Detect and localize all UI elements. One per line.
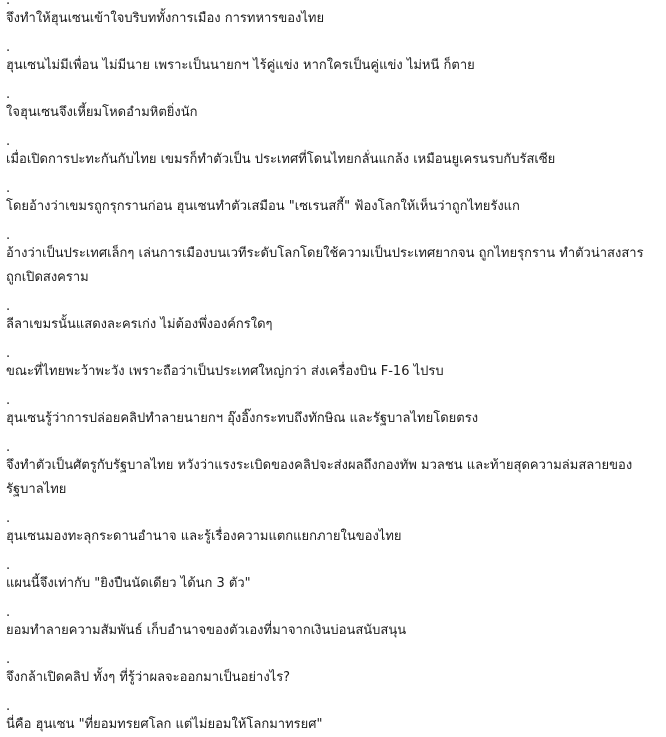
dot-separator: .: [6, 440, 11, 455]
dot-separator: .: [6, 393, 11, 408]
paragraph: [6, 0, 658, 31]
paragraph: [6, 653, 658, 690]
dot-separator: .: [6, 346, 11, 361]
paragraph-text: จึงกล้าเปิดคลิป ทั้งๆ ที่รู้ว่าผลจะออกมาเป็นอย่างไร?: [6, 670, 291, 685]
dot-separator: .: [6, 511, 11, 526]
paragraph-text: ลีลาเขมรนั้นแสดงละครเก่ง ไม่ต้องพึ่งองค์กรใดๆ: [6, 317, 273, 332]
paragraph: [6, 229, 658, 290]
dot-separator: .: [6, 134, 11, 149]
paragraph: [6, 347, 658, 384]
paragraph-text: ขณะที่ไทยพะว้าพะวัง เพราะถือว่าเป็นประเทศใหญ่กว่า ส่งเครื่องบิน F-16 ไปรบ: [6, 364, 444, 379]
paragraph-text: ยอมทำลายความสัมพันธ์ เก็บอำนาจของตัวเองที่มาจากเงินบ่อนสนับสนุน: [6, 623, 407, 638]
paragraph: [6, 88, 658, 125]
paragraph-text: ใจฮุนเซนจึงเหี้ยมโหดอำมหิตยิ่งนัก: [6, 105, 198, 120]
paragraph: [6, 559, 658, 596]
paragraph: [6, 182, 658, 219]
paragraph: [6, 512, 658, 549]
paragraph: [6, 606, 658, 643]
paragraph: [6, 441, 658, 502]
paragraph: [6, 394, 658, 431]
paragraph: [6, 41, 658, 78]
paragraph-text: ฮุนเซนไม่มีเพื่อน ไม่มีนาย เพราะเป็นนายกฯ ไร้คู่แข่ง หากใครเป็นคู่แข่ง ไม่หนี ก็ตาย: [6, 58, 475, 73]
dot-separator: .: [6, 181, 11, 196]
dot-separator: .: [6, 40, 11, 55]
paragraph-text: จึงทำตัวเป็นศัตรูกับรัฐบาลไทย หวังว่าแรงระเบิดของคลิปจะส่งผลถึงกองทัพ มวลชน และท้ายสุดความล่มสลายของรัฐบาลไทย: [6, 458, 633, 497]
dot-separator: .: [6, 87, 11, 102]
dot-separator: .: [6, 299, 11, 314]
paragraph-text: โดยอ้างว่าเขมรถูกรุกรานก่อน ฮุนเซนทำตัวเสมือน "เซเรนสกี้" ฟ้องโลกให้เห็นว่าถูกไทยรังแก: [6, 199, 520, 214]
paragraph: [6, 300, 658, 337]
paragraph: [6, 135, 658, 172]
dot-separator: .: [6, 605, 11, 620]
dot-separator: .: [6, 228, 11, 243]
dot-separator: .: [6, 652, 11, 667]
dot-separator: .: [6, 558, 11, 573]
paragraph-text: ฮุนเซนมองทะลุกระดานอำนาจ และรู้เรื่องความแตกแยกภายในของไทย: [6, 529, 402, 544]
paragraph-text: นี่คือ ฮุนเซน "ที่ยอมทรยศโลก แต่ไม่ยอมให้โลกมาทรยศ": [6, 717, 323, 732]
paragraph-text: จึงทำให้ฮุนเซนเข้าใจบริบททั้งการเมือง การทหารของไทย: [6, 11, 325, 26]
paragraph-text: เมื่อเปิดการปะทะกันกับไทย เขมรก็ทำตัวเป็น ประเทศที่โดนไทยกลั่นแกล้ง เหมือนยูเครนรบกับรัสเซีย: [6, 152, 556, 167]
dot-separator: .: [6, 699, 11, 714]
dot-separator: .: [6, 0, 11, 8]
paragraph: [6, 700, 658, 737]
paragraph-text: แผนนี้จึงเท่ากับ "ยิงปืนนัดเดียว ได้นก 3 ตัว": [6, 576, 251, 591]
paragraph-text: อ้างว่าเป็นประเทศเล็กๆ เล่นการเมืองบนเวทีระดับโลกโดยใช้ความเป็นประเทศยากจน ถูกไทยรุกราน ทำตัวน่าสงสารถูกเปิดสงคราม: [6, 246, 644, 285]
paragraph-text: ฮุนเซนรู้ว่าการปล่อยคลิปทำลายนายกฯ อุ๊งอิ๊งกระทบถึงทักษิณ และรัฐบาลไทยโดยตรง: [6, 411, 479, 426]
